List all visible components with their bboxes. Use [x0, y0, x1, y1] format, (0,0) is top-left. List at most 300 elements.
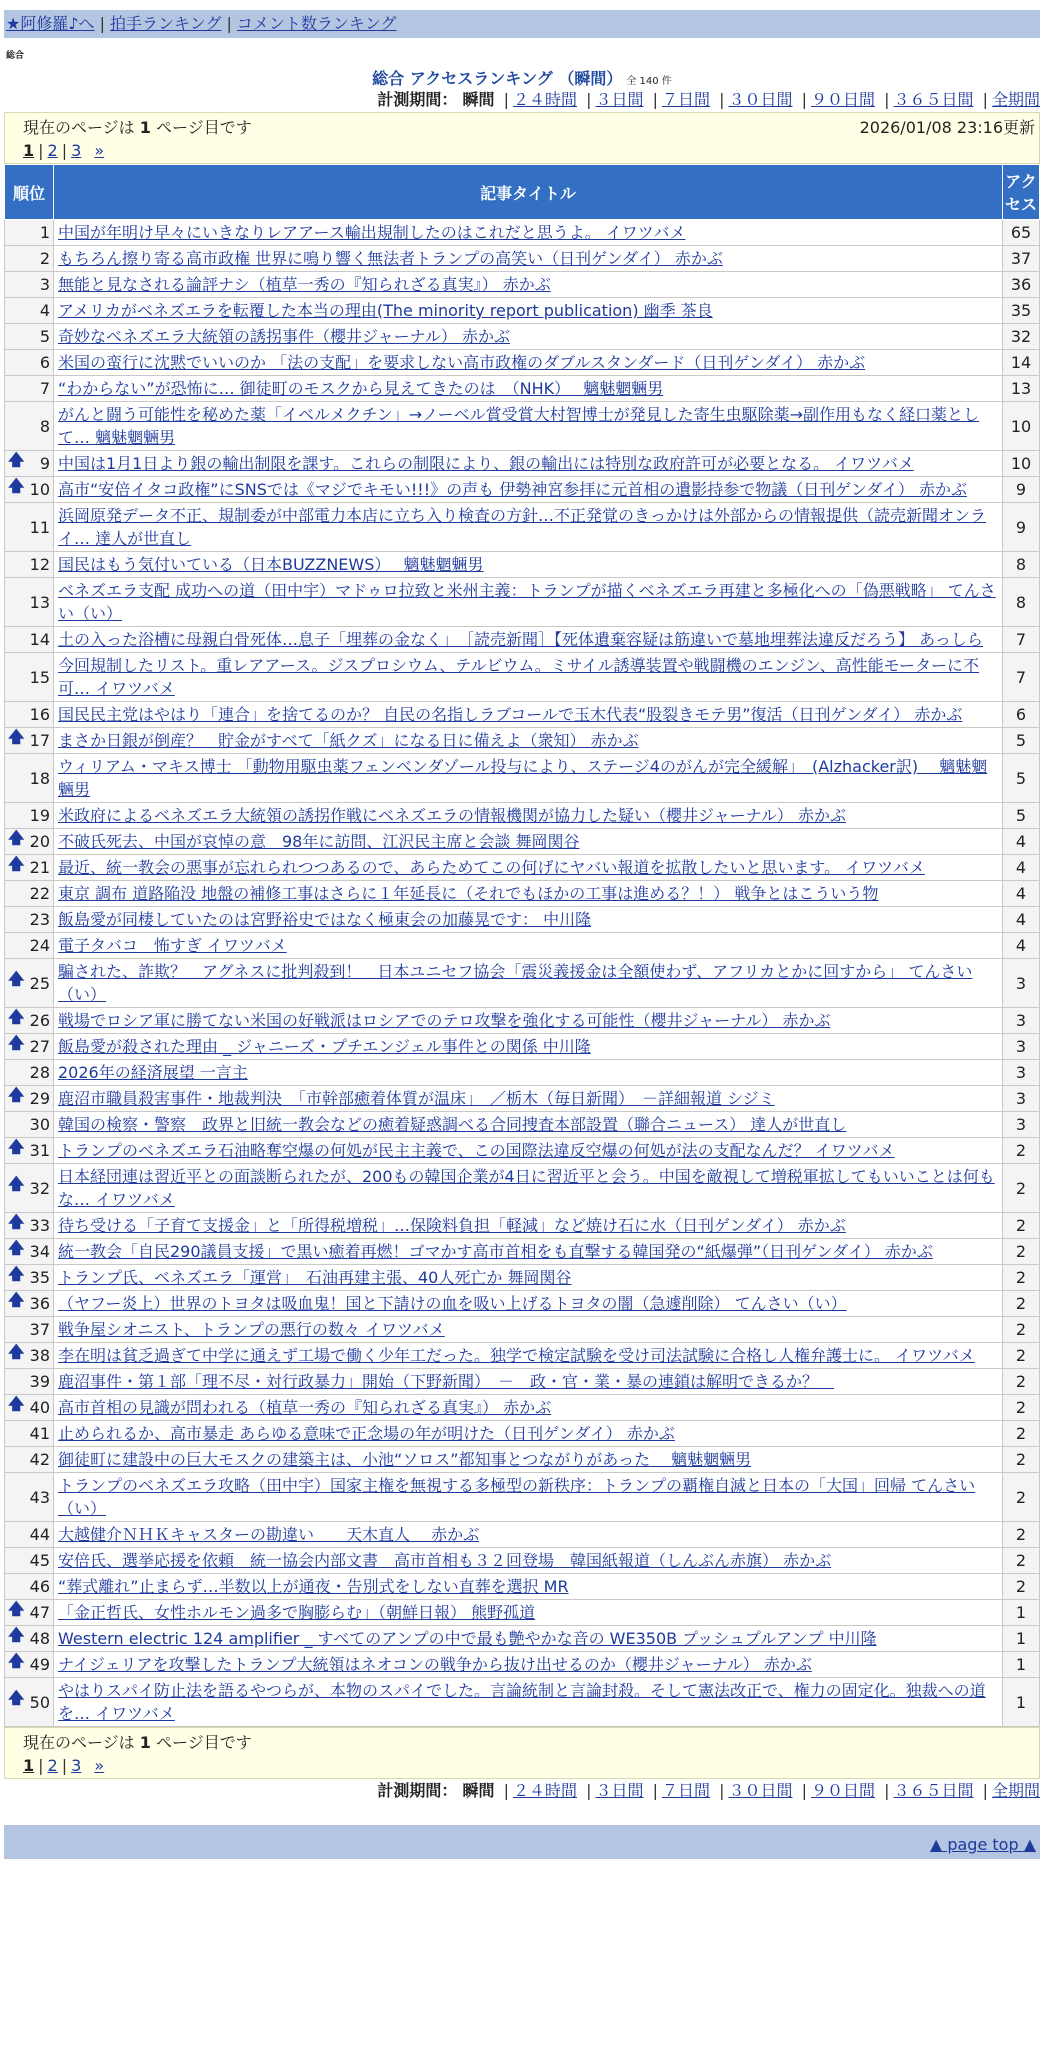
title-cell: [54, 1034, 1003, 1060]
title-cell: [54, 220, 1003, 246]
rank-cell: [5, 653, 54, 702]
period-separator: |: [652, 1781, 658, 1800]
period-selector-bottom: [4, 1779, 1040, 1803]
rank-number: 3: [39, 275, 50, 294]
pager-page-2[interactable]: 2: [47, 1756, 58, 1775]
rank-cell: [5, 627, 54, 653]
table-row: [5, 1369, 1040, 1395]
table-row: [5, 653, 1040, 702]
access-count: 35: [1003, 298, 1040, 324]
title-cell: [54, 1343, 1003, 1369]
access-count: 4: [1003, 829, 1040, 855]
nav-separator: |: [99, 14, 105, 33]
access-count: 1: [1003, 1600, 1040, 1626]
access-count: 2: [1003, 1291, 1040, 1317]
up-arrow-icon: 🡅: [8, 449, 25, 469]
access-count: 14: [1003, 350, 1040, 376]
rank-cell: [5, 1600, 54, 1626]
pager-page-2[interactable]: 2: [47, 141, 58, 160]
title-cell: [54, 653, 1003, 702]
period-separator: |: [586, 90, 592, 109]
article-link[interactable]: 最近、統一教会の悪事が忘れられつつあるので、あらためてこの何げにヤバい報道を拡散したいと思います。 イワツバメ: [58, 858, 925, 877]
period-separator: |: [503, 90, 509, 109]
access-count: 7: [1003, 627, 1040, 653]
access-count: 2: [1003, 1421, 1040, 1447]
up-arrow-icon: 🡅: [8, 1136, 25, 1156]
article-link[interactable]: 韓国の検察・警察 政界と旧統一教会などの癒着疑惑調べる合同捜査本部設置（聯合ニュース） 達人が世直し: [58, 1115, 847, 1134]
up-arrow-icon: 🡅: [8, 1624, 25, 1644]
period-link-90d[interactable]: ９０日間: [810, 1781, 875, 1800]
access-count: 8: [1003, 552, 1040, 578]
rank-cell: [5, 1574, 54, 1600]
period-link-365d[interactable]: ３６５日間: [893, 1781, 974, 1800]
access-count: 5: [1003, 803, 1040, 829]
article-link[interactable]: 国民はもう気付いている（日本BUZZNEWS） 魑魅魍魎男: [58, 555, 484, 574]
title-cell: [54, 1239, 1003, 1265]
rank-cell: [5, 1086, 54, 1112]
rank-cell: [5, 1652, 54, 1678]
rank-number: 45: [29, 1551, 50, 1570]
article-link[interactable]: 騙された、詐欺？ アグネスに批判殺到！ 日本ユニセフ協会「震災義援金は全額使わず、アフリカとかに回すから」 てんさい（い）: [58, 962, 973, 1004]
rank-cell: [5, 1473, 54, 1522]
title-cell: [54, 1164, 1003, 1213]
page-top-link[interactable]: ▲ page top ▲: [929, 1835, 1036, 1854]
rank-cell: [5, 272, 54, 298]
rank-cell: [5, 220, 54, 246]
up-arrow-icon: 🡅: [8, 1289, 25, 1309]
rank-number: 12: [29, 555, 50, 574]
rank-number: 44: [29, 1525, 50, 1544]
access-count: 3: [1003, 1086, 1040, 1112]
table-row: [5, 578, 1040, 627]
title-cell: [54, 503, 1003, 552]
article-link[interactable]: 飯島愛が同棲していたのは宮野裕史ではなく極東会の加藤晃です： 中川隆: [58, 910, 592, 929]
title-cell: [54, 754, 1003, 803]
rank-number: 46: [29, 1577, 50, 1596]
rank-cell: [5, 1317, 54, 1343]
article-link[interactable]: 高市首相の見識が問われる（植草一秀の『知られざる真実』） 赤かぶ: [58, 1398, 552, 1417]
article-link[interactable]: 「金正哲氏、女性ホルモン過多で胸膨らむ」（朝鮮日報） 熊野孤道: [58, 1603, 536, 1622]
rank-number: 19: [29, 806, 50, 825]
article-link[interactable]: “わからない”が恐怖に… 御徒町のモスクから見えてきたのは （NHK） 魑魅魍魎男: [58, 379, 664, 398]
table-row: [5, 959, 1040, 1008]
period-link-7d[interactable]: ７日間: [661, 90, 710, 109]
rank-number: 39: [29, 1372, 50, 1391]
period-label: 計測期間：: [377, 90, 458, 109]
access-count: 4: [1003, 907, 1040, 933]
access-count: 2: [1003, 1213, 1040, 1239]
rank-number: 24: [29, 936, 50, 955]
article-link[interactable]: “葬式離れ”止まらず…半数以上が通夜・告別式をしない直葬を選択 MR: [58, 1577, 569, 1596]
article-link[interactable]: 国民民主党はやはり「連合」を捨てるのか？ 自民の名指しラブコールで玉木代表“股裂きモテ男”復活（日刊ゲンダイ） 赤かぶ: [58, 705, 963, 724]
current-page-number: 1: [139, 1733, 151, 1752]
table-row: [5, 350, 1040, 376]
rank-number: 1: [39, 223, 50, 242]
pager-separator: |: [61, 1756, 68, 1775]
table-row: [5, 855, 1040, 881]
rank-cell: [5, 855, 54, 881]
article-link[interactable]: 飯島愛が殺された理由 _ ジャニーズ・プチエンジェル事件との関係 中川隆: [58, 1037, 591, 1056]
access-count: 6: [1003, 702, 1040, 728]
article-link[interactable]: もちろん擦り寄る高市政権 世界に鳴り響く無法者トランプの高笑い（日刊ゲンダイ） 赤かぶ: [58, 249, 723, 268]
article-link[interactable]: やはりスパイ防止法を語るやつらが、本物のスパイでした。言論統制と言論封殺。そして憲法改正で、権力の固定化。独裁への道を… イワツバメ: [58, 1681, 986, 1723]
pager-page-3[interactable]: 3: [71, 1756, 82, 1775]
table-row: [5, 1548, 1040, 1574]
pager-top: [23, 141, 1035, 160]
article-link[interactable]: 日本経団連は習近平との面談断られたが、200もの韓国企業が4日に習近平と会う。中国を敵視して増税軍拡してもいいことは何もな… イワツバメ: [58, 1167, 995, 1209]
rank-cell: [5, 933, 54, 959]
title-cell: [54, 451, 1003, 477]
article-link[interactable]: トランプ氏、ベネズエラ「運営」 石油再建主張、40人死亡か 舞岡関谷: [58, 1268, 572, 1287]
article-link[interactable]: トランプのベネズエラ石油略奪空爆の何処が民主主義で、この国際法違反空爆の何処が法の支配なんだ？ イワツバメ: [58, 1141, 895, 1160]
ranking-rows: [5, 220, 1040, 1727]
access-count: 5: [1003, 754, 1040, 803]
rank-number: 25: [29, 973, 50, 993]
article-link[interactable]: 2026年の経済展望 一言主: [58, 1063, 248, 1082]
title-cell: [54, 1138, 1003, 1164]
rank-number: 32: [29, 1178, 50, 1198]
rank-number: 36: [29, 1294, 50, 1313]
table-row: [5, 1317, 1040, 1343]
table-row: [5, 402, 1040, 451]
rank-cell: [5, 1060, 54, 1086]
article-link[interactable]: まさか日銀が倒産？ 貯金がすべて「紙クズ」になる日に備えよ（衆知） 赤かぶ: [58, 731, 639, 750]
rank-number: 26: [29, 1011, 50, 1030]
up-arrow-icon: 🡅: [8, 1084, 25, 1104]
article-link[interactable]: 土の入った浴槽に母親白骨死体…息子「埋葬の金なく」 ［読売新聞］【死体遺棄容疑は筋違いで墓地埋葬法違反だろう】 あっしら: [58, 630, 983, 649]
article-link[interactable]: Western electric 124 amplifier _ すべてのアンプの中で最も艶やかな音の WE350B プッシュプルアンプ 中川隆: [58, 1629, 877, 1648]
table-row: [5, 246, 1040, 272]
article-link[interactable]: 奇妙なベネズエラ大統領の誘拐事件（櫻井ジャーナル） 赤かぶ: [58, 327, 510, 346]
period-link-24h[interactable]: ２４時間: [512, 1781, 577, 1800]
article-link[interactable]: 無能と見なされる論評ナシ（植草一秀の『知られざる真実』） 赤かぶ: [58, 275, 551, 294]
rank-number: 22: [29, 884, 50, 903]
table-header: [5, 165, 1040, 220]
article-link[interactable]: 安倍氏、選挙応援を依頼 統一協会内部文書 高市首相も３２回登場 韓国紙報道（しんぶん赤旗） 赤かぶ: [58, 1551, 832, 1570]
article-link[interactable]: 鹿沼事件・第１部「理不尽・対行政暴力」開始（下野新聞） － 政・官・業・暴の連鎖は解明できるか？: [58, 1372, 835, 1391]
article-link[interactable]: 鹿沼市職員殺害事件・地裁判決 「市幹部癒着体質が温床」 ／栃木（毎日新聞） －詳細報道 シジミ: [58, 1089, 775, 1108]
table-row: [5, 1600, 1040, 1626]
table-row: [5, 1678, 1040, 1727]
title-cell: [54, 855, 1003, 881]
page-info-bottom: [4, 1727, 1040, 1779]
period-link-30d[interactable]: ３０日間: [728, 90, 793, 109]
period-separator: |: [503, 1781, 509, 1800]
access-count: 4: [1003, 933, 1040, 959]
table-row: [5, 1008, 1040, 1034]
article-link[interactable]: 御徒町に建設中の巨大モスクの建築主は、小池“ソロス”都知事とつながりがあった 魑魅魍魎男: [58, 1450, 752, 1469]
rank-number: 13: [29, 592, 50, 612]
article-link[interactable]: ウィリアム・マキス博士 「動物用駆虫薬フェンベンダゾール投与により、ステージ4のがんが完全緩解」 (Alzhacker訳) 魑魅魍魎男: [58, 757, 988, 799]
period-link-all[interactable]: 全期間: [991, 90, 1040, 109]
article-link[interactable]: 李在明は貧乏過ぎて中学に通えず工場で働く少年工だった。独学で検定試験を受け司法試験に合格し人権弁護士に。 イワツバメ: [58, 1346, 975, 1365]
period-link-3d[interactable]: ３日間: [595, 90, 644, 109]
period-link-30d[interactable]: ３０日間: [728, 1781, 793, 1800]
article-link[interactable]: （ヤフー炎上）世界のトヨタは吸血鬼！国と下請けの血を吸い上げるトヨタの闇（急遽削除） てんさい（い）: [58, 1294, 847, 1313]
ranking-title: [4, 66, 1040, 88]
title-cell: [54, 1395, 1003, 1421]
period-link-365d[interactable]: ３６５日間: [893, 90, 974, 109]
rank-number: 16: [29, 705, 50, 724]
rank-number: 34: [29, 1242, 50, 1261]
access-count: 5: [1003, 728, 1040, 754]
title-cell: [54, 1317, 1003, 1343]
up-arrow-icon: 🡅: [8, 475, 25, 495]
article-link[interactable]: 今回規制したリスト。重レアアース。ジスプロシウム、テルビウム。ミサイル誘導装置や戦闘機のエンジン、高性能モーターに不可… イワツバメ: [58, 656, 979, 698]
access-count: 7: [1003, 653, 1040, 702]
access-count: 10: [1003, 451, 1040, 477]
rank-number: 5: [39, 327, 50, 346]
up-arrow-icon: 🡅: [8, 1688, 25, 1708]
rank-number: 38: [29, 1346, 50, 1365]
access-count: 2: [1003, 1574, 1040, 1600]
article-link[interactable]: 統一教会「自民290議員支援」で黒い癒着再燃！ゴマかす高市首相をも直撃する韓国発の“紙爆弾”（日刊ゲンダイ） 赤かぶ: [58, 1242, 933, 1261]
period-link-24h[interactable]: ２４時間: [512, 90, 577, 109]
rank-cell: [5, 402, 54, 451]
up-arrow-icon: 🡅: [8, 1650, 25, 1670]
rank-cell: [5, 552, 54, 578]
article-link[interactable]: アメリカがベネズエラを転覆した本当の理由(The minority report publication) 幽季 茶良: [58, 301, 713, 320]
title-cell: [54, 1473, 1003, 1522]
access-count: 32: [1003, 324, 1040, 350]
rank-cell: [5, 1008, 54, 1034]
up-arrow-icon: 🡅: [8, 1211, 25, 1231]
rank-cell: [5, 1522, 54, 1548]
rank-cell: [5, 503, 54, 552]
rank-cell: [5, 1369, 54, 1395]
rank-cell: [5, 1343, 54, 1369]
rank-cell: [5, 376, 54, 402]
title-cell: [54, 1548, 1003, 1574]
article-link[interactable]: 戦場でロシア軍に勝てない米国の好戦派はロシアでのテロ攻撃を強化する可能性（櫻井ジャーナル） 赤かぶ: [58, 1011, 831, 1030]
access-count: 2: [1003, 1239, 1040, 1265]
rank-number: 15: [29, 667, 50, 687]
rank-cell: [5, 1395, 54, 1421]
rank-cell: [5, 578, 54, 627]
current-page-number: 1: [139, 118, 151, 137]
up-arrow-icon: 🡅: [8, 1006, 25, 1026]
title-cell: [54, 1421, 1003, 1447]
title-cell: [54, 324, 1003, 350]
access-count: 37: [1003, 246, 1040, 272]
table-row: [5, 1447, 1040, 1473]
page: [4, 10, 1040, 1859]
rank-cell: [5, 477, 54, 503]
title-cell: [54, 829, 1003, 855]
title-cell: [54, 1369, 1003, 1395]
title-cell: [54, 907, 1003, 933]
access-count: 4: [1003, 855, 1040, 881]
access-count: 36: [1003, 272, 1040, 298]
up-arrow-icon: 🡅: [8, 1341, 25, 1361]
title-cell: [54, 1678, 1003, 1727]
rank-cell: [5, 1112, 54, 1138]
article-link[interactable]: 待ち受ける「子育て支援金」と「所得税増税」…保険料負担「軽減」など焼け石に水（日刊ゲンダイ） 赤かぶ: [58, 1216, 846, 1235]
rank-number: 27: [29, 1037, 50, 1056]
title-cell: [54, 1265, 1003, 1291]
table-row: [5, 1164, 1040, 1213]
title-cell: [54, 1522, 1003, 1548]
access-count: 2: [1003, 1343, 1040, 1369]
period-separator: |: [652, 90, 658, 109]
pager-next[interactable]: »: [94, 141, 105, 160]
access-count: 3: [1003, 1008, 1040, 1034]
period-separator: |: [801, 1781, 807, 1800]
table-row: [5, 324, 1040, 350]
comment-ranking-link[interactable]: コメント数ランキング: [236, 14, 397, 33]
rank-cell: [5, 324, 54, 350]
rank-cell: [5, 1213, 54, 1239]
current-page-text: [23, 1730, 1035, 1753]
rank-number: 40: [29, 1398, 50, 1417]
rank-number: 48: [29, 1629, 50, 1648]
article-link[interactable]: 米国の蛮行に沈黙でいいのか 「法の支配」を要求しない高市政権のダブルスタンダード（日刊ゲンダイ） 赤かぶ: [58, 353, 866, 372]
article-link[interactable]: 不破氏死去、中国が哀悼の意 98年に訪問、江沢民主席と会談 舞岡関谷: [58, 832, 580, 851]
article-link[interactable]: 大越健介ＮＨＫキャスターの勘違い 天木直人 赤かぶ: [58, 1525, 480, 1544]
col-rank: 順位: [5, 165, 54, 220]
up-arrow-icon: 🡅: [8, 1393, 25, 1413]
up-arrow-icon: 🡅: [8, 1237, 25, 1257]
access-count: 2: [1003, 1522, 1040, 1548]
access-count: 2: [1003, 1447, 1040, 1473]
article-link[interactable]: 高市“安倍イタコ政権”にSNSでは《マジでキモい!!!》の声も 伊勢神宮参拝に元首相の遺影持参で物議（日刊ゲンダイ） 赤かぶ: [58, 480, 967, 499]
pager-current: 1: [23, 141, 35, 160]
period-separator: |: [719, 1781, 725, 1800]
access-count: 3: [1003, 1034, 1040, 1060]
rank-number: 17: [29, 731, 50, 750]
title-cell: [54, 1652, 1003, 1678]
access-count: 2: [1003, 1265, 1040, 1291]
page-title: 総合 アクセスランキング （瞬間）: [372, 69, 623, 88]
current-page-suffix: ページ目です: [150, 1733, 252, 1752]
current-page-prefix: 現在のページは: [23, 1733, 140, 1752]
title-cell: [54, 933, 1003, 959]
table-row: [5, 451, 1040, 477]
period-separator: |: [884, 90, 890, 109]
access-count: 2: [1003, 1369, 1040, 1395]
access-count: 2: [1003, 1473, 1040, 1522]
rank-cell: [5, 451, 54, 477]
article-link[interactable]: 中国が年明け早々にいきなりレアアース輸出規制したのはこれだと思うよ。 イワツバメ: [58, 223, 686, 242]
rank-cell: [5, 1265, 54, 1291]
period-link-90d[interactable]: ９０日間: [810, 90, 875, 109]
title-cell: [54, 246, 1003, 272]
applause-ranking-link[interactable]: 拍手ランキング: [109, 14, 222, 33]
table-row: [5, 1395, 1040, 1421]
article-link[interactable]: トランプのベネズエラ攻略（田中宇）国家主権を無視する多極型の新秩序：トランプの覇権自滅と日本の「大国」回帰 てんさい（い）: [58, 1476, 976, 1518]
rank-number: 30: [29, 1115, 50, 1134]
table-row: [5, 627, 1040, 653]
table-row: [5, 1291, 1040, 1317]
rank-number: 47: [29, 1603, 50, 1622]
article-link[interactable]: 電子タバコ 怖すぎ イワツバメ: [58, 936, 287, 955]
current-page-prefix: 現在のページは: [23, 118, 140, 137]
access-count: 4: [1003, 881, 1040, 907]
rank-number: 10: [29, 480, 50, 499]
pager-separator: |: [38, 141, 44, 160]
title-cell: [54, 1626, 1003, 1652]
rank-number: 42: [29, 1450, 50, 1469]
rank-cell: [5, 298, 54, 324]
pager-next[interactable]: »: [94, 1756, 105, 1775]
article-link[interactable]: 米政府によるベネズエラ大統領の誘拐作戦にベネズエラの情報機関が協力した疑い（櫻井ジャーナル） 赤かぶ: [58, 806, 846, 825]
rank-cell: [5, 1548, 54, 1574]
rank-cell: [5, 1626, 54, 1652]
title-cell: [54, 272, 1003, 298]
article-link[interactable]: ナイジェリアを攻撃したトランプ大統領はネオコンの戦争から抜け出せるのか（櫻井ジャーナル） 赤かぶ: [58, 1655, 812, 1674]
rank-number: 11: [29, 517, 50, 537]
table-row: [5, 728, 1040, 754]
table-row: [5, 1626, 1040, 1652]
page-info-top: [4, 112, 1040, 164]
rank-number: 9: [39, 454, 50, 473]
home-link[interactable]: ★阿修羅♪へ: [6, 14, 95, 33]
title-cell: [54, 1086, 1003, 1112]
rank-number: 6: [39, 353, 50, 372]
period-separator: |: [884, 1781, 890, 1800]
col-access: アクセス: [1003, 165, 1040, 220]
rank-number: 50: [29, 1692, 50, 1712]
article-link[interactable]: 東京 調布 道路陥没 地盤の補修工事はさらに１年延長に（それでもほかの工事は進める？！） 戦争とはこういう物: [58, 884, 879, 903]
pager-page-3[interactable]: 3: [71, 141, 82, 160]
article-link[interactable]: ベネズエラ支配 成功への道（田中宇）マドゥロ拉致と米州主義：トランプが描くベネズエラ再建と多極化への「偽悪戦略」 てんさい（い）: [58, 581, 996, 623]
rank-cell: [5, 1447, 54, 1473]
access-count: 3: [1003, 959, 1040, 1008]
rank-number: 35: [29, 1268, 50, 1287]
period-link-7d[interactable]: ７日間: [661, 1781, 710, 1800]
article-link[interactable]: 戦争屋シオニスト、トランプの悪行の数々 イワツバメ: [58, 1320, 445, 1339]
pager-spacer: [81, 1756, 94, 1775]
rank-number: 4: [39, 301, 50, 320]
nav-separator: |: [226, 14, 232, 33]
table-row: [5, 907, 1040, 933]
up-arrow-icon: 🡅: [8, 1174, 25, 1194]
total-count: 全 140 件: [626, 76, 672, 87]
article-link[interactable]: 中国は1月1日より銀の輸出制限を課す。これらの制限により、銀の輸出には特別な政府許可が必要となる。 イワツバメ: [58, 454, 914, 473]
table-row: [5, 1522, 1040, 1548]
article-link[interactable]: 止められるか、高市暴走 あらゆる意味で正念場の年が明けた（日刊ゲンダイ） 赤かぶ: [58, 1424, 675, 1443]
article-link[interactable]: 浜岡原発データ不正、規制委が中部電力本店に立ち入り検査の方針…不正発覚のきっかけは外部からの情報提供（読売新聞オンライ… 達人が世直し: [58, 506, 987, 548]
table-row: [5, 702, 1040, 728]
access-count: 13: [1003, 376, 1040, 402]
pager-separator: |: [61, 141, 68, 160]
rank-cell: [5, 1678, 54, 1727]
rank-cell: [5, 1034, 54, 1060]
title-cell: [54, 298, 1003, 324]
title-cell: [54, 959, 1003, 1008]
rank-number: 14: [29, 630, 50, 649]
rank-cell: [5, 1164, 54, 1213]
access-count: 2: [1003, 1317, 1040, 1343]
title-cell: [54, 702, 1003, 728]
up-arrow-icon: 🡅: [8, 1263, 25, 1283]
table-row: [5, 829, 1040, 855]
period-link-all[interactable]: 全期間: [991, 1781, 1040, 1800]
rank-number: 41: [29, 1424, 50, 1443]
rank-cell: [5, 754, 54, 803]
title-cell: [54, 1112, 1003, 1138]
period-link-3d[interactable]: ３日間: [595, 1781, 644, 1800]
access-count: 1: [1003, 1626, 1040, 1652]
access-count: 9: [1003, 477, 1040, 503]
title-cell: [54, 728, 1003, 754]
rank-number: 23: [29, 910, 50, 929]
access-count: 2: [1003, 1138, 1040, 1164]
title-cell: [54, 1008, 1003, 1034]
title-cell: [54, 477, 1003, 503]
rank-number: 18: [29, 768, 50, 788]
article-link[interactable]: がんと闘う可能性を秘めた薬「イベルメクチン」→ノーベル賞受賞大村智博士が発見した寄生虫駆除薬→副作用もなく経口薬として… 魑魅魍魎男: [58, 405, 980, 447]
